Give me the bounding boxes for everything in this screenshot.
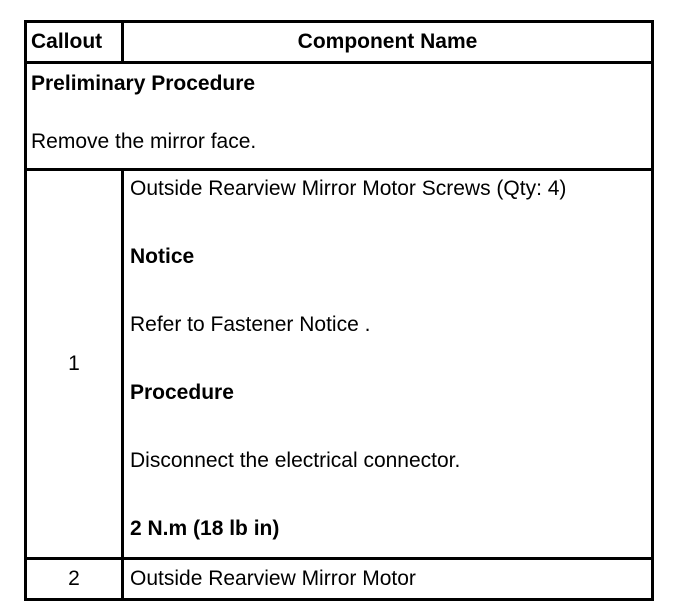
- callout-number: 1: [26, 170, 123, 559]
- table-row: [26, 559, 653, 600]
- callout-column-header: Callout: [26, 22, 123, 63]
- torque-spec: 2 N.m (18 lb in): [130, 517, 280, 540]
- procedure-text: Disconnect the electrical connector.: [130, 449, 461, 472]
- preliminary-text: Remove the mirror face.: [31, 130, 257, 153]
- component-name-column-header: Component Name: [123, 22, 653, 63]
- preliminary-row: [26, 63, 653, 170]
- procedure-table: [24, 20, 654, 601]
- header-row: [26, 22, 653, 63]
- table-row: [26, 170, 653, 559]
- procedure-title: Procedure: [130, 381, 234, 404]
- notice-text: Refer to Fastener Notice .: [130, 313, 371, 336]
- component-name: Outside Rearview Mirror Motor Screws (Qty: 4): [130, 177, 567, 200]
- component-name: Outside Rearview Mirror Motor: [123, 559, 653, 600]
- component-detail-cell: [123, 170, 653, 559]
- callout-number: 2: [26, 559, 123, 600]
- notice-title: Notice: [130, 245, 195, 268]
- preliminary-cell: [26, 63, 653, 170]
- preliminary-title: Preliminary Procedure: [31, 72, 256, 95]
